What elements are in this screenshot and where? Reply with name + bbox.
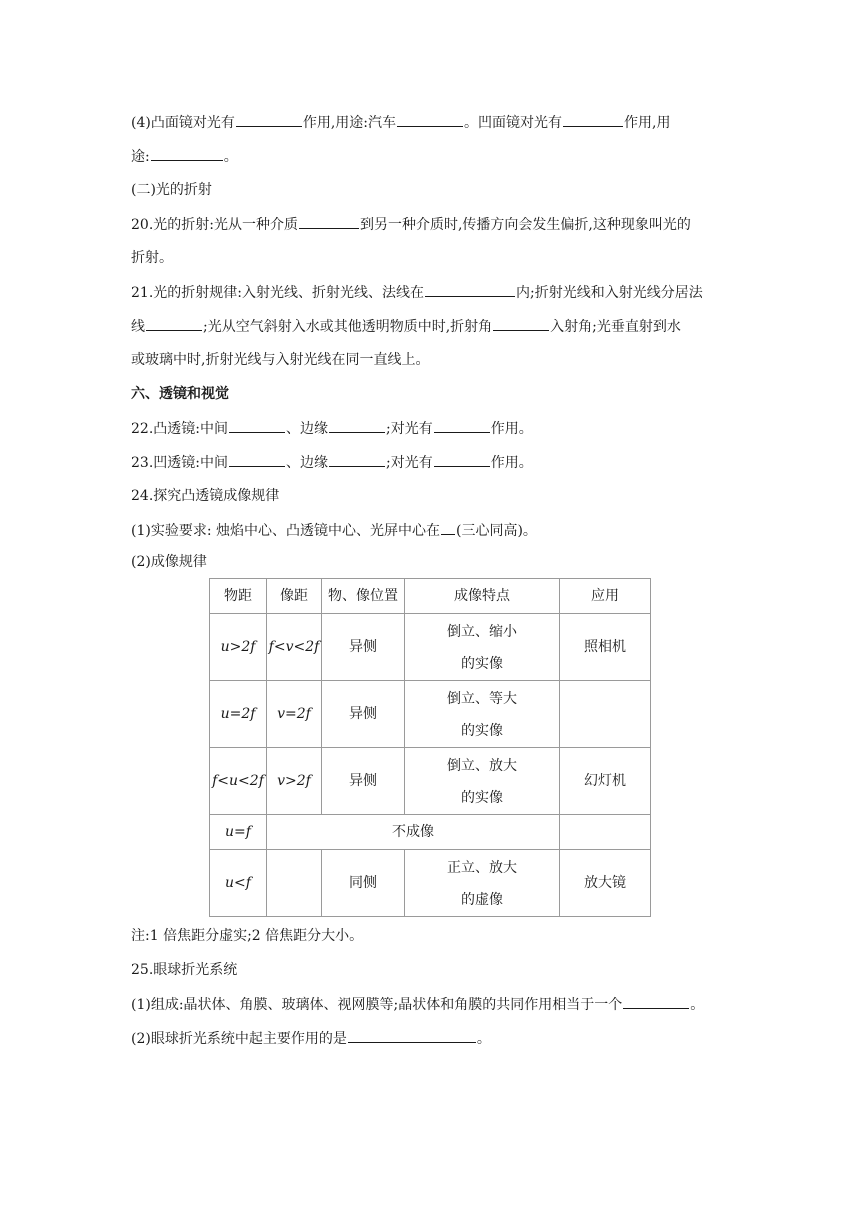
table-row bbox=[210, 681, 651, 748]
text: 途: bbox=[131, 149, 150, 165]
text: 。 bbox=[476, 1031, 491, 1047]
text: 21.光的折射规律:入射光线、折射光线、法线在 bbox=[131, 285, 424, 301]
feature-line: 的实像 bbox=[461, 790, 503, 806]
text: 。 bbox=[223, 149, 238, 165]
text: (三心同高)。 bbox=[456, 523, 537, 539]
text: 作用。 bbox=[490, 421, 533, 437]
cell-u: u=f bbox=[210, 815, 267, 850]
text: 线 bbox=[131, 319, 145, 335]
item-24-2: (2)成像规律 bbox=[131, 554, 207, 570]
feature-line: 倒立、等大 bbox=[447, 691, 517, 707]
cell-features bbox=[405, 614, 560, 681]
text: (1)实验要求: 烛焰中心、凸透镜中心、光屏中心在 bbox=[131, 523, 440, 539]
text: 、边缘 bbox=[285, 421, 328, 437]
text: 作用。 bbox=[490, 455, 533, 471]
cell-application: 照相机 bbox=[560, 614, 651, 681]
item-24: 24.探究凸透镜成像规律 bbox=[131, 488, 280, 504]
item-24-1 bbox=[131, 520, 537, 541]
fill-blank[interactable] bbox=[146, 316, 202, 331]
text: 内;折射光线和入射光线分居法 bbox=[515, 285, 703, 301]
cell-application bbox=[560, 681, 651, 748]
item-25: 25.眼球折光系统 bbox=[131, 962, 238, 978]
item-20-cont: 折射。 bbox=[131, 250, 173, 266]
text: (4)凸面镜对光有 bbox=[131, 115, 235, 131]
fill-blank[interactable] bbox=[434, 418, 490, 433]
fill-blank[interactable] bbox=[441, 520, 455, 535]
table-note: 注:1 倍焦距分虚实;2 倍焦距分大小。 bbox=[131, 928, 364, 944]
fill-blank[interactable] bbox=[236, 112, 302, 127]
imaging-rules-table bbox=[209, 578, 651, 917]
table-row bbox=[210, 748, 651, 815]
item-22 bbox=[131, 418, 533, 439]
header-features: 成像特点 bbox=[405, 579, 560, 614]
item-23 bbox=[131, 452, 533, 473]
item-convex-mirror bbox=[131, 112, 670, 133]
feature-line: 正立、放大 bbox=[447, 860, 517, 876]
cell-features bbox=[405, 681, 560, 748]
item-21-cont bbox=[131, 316, 681, 337]
text: ;对光有 bbox=[385, 455, 433, 471]
cell-application: 放大镜 bbox=[560, 850, 651, 917]
fill-blank[interactable] bbox=[229, 452, 285, 467]
cell-v: v>2f bbox=[267, 748, 322, 815]
feature-line: 倒立、缩小 bbox=[447, 624, 517, 640]
item-convex-mirror-cont bbox=[131, 146, 238, 167]
table-row bbox=[210, 850, 651, 917]
cell-features bbox=[405, 850, 560, 917]
text: 、边缘 bbox=[285, 455, 328, 471]
fill-blank[interactable] bbox=[329, 418, 385, 433]
item-25-2 bbox=[131, 1028, 491, 1049]
text: 到另一种介质时,传播方向会发生偏折,这种现象叫光的 bbox=[359, 217, 691, 233]
table-header-row bbox=[210, 579, 651, 614]
text: 23.凹透镜:中间 bbox=[131, 455, 228, 471]
header-application: 应用 bbox=[560, 579, 651, 614]
cell-u: u=2f bbox=[210, 681, 267, 748]
fill-blank[interactable] bbox=[434, 452, 490, 467]
text: 20.光的折射:光从一种介质 bbox=[131, 217, 298, 233]
cell-merged: 不成像 bbox=[267, 815, 560, 850]
cell-position: 异侧 bbox=[322, 614, 405, 681]
text: (1)组成:晶状体、角膜、玻璃体、视网膜等;晶状体和角膜的共同作用相当于一个 bbox=[131, 997, 623, 1013]
section-lenses: 六、透镜和视觉 bbox=[131, 386, 229, 402]
cell-position: 异侧 bbox=[322, 748, 405, 815]
section-refraction: (二)光的折射 bbox=[131, 182, 212, 198]
fill-blank[interactable] bbox=[299, 214, 359, 229]
cell-position: 异侧 bbox=[322, 681, 405, 748]
feature-line: 的实像 bbox=[461, 656, 503, 672]
text: 作用,用 bbox=[624, 115, 671, 131]
fill-blank[interactable] bbox=[397, 112, 463, 127]
text: 入射角;光垂直射到水 bbox=[550, 319, 681, 335]
cell-application: 幻灯机 bbox=[560, 748, 651, 815]
fill-blank[interactable] bbox=[348, 1028, 476, 1043]
header-object-distance: 物距 bbox=[210, 579, 267, 614]
table-row bbox=[210, 815, 651, 850]
cell-application bbox=[560, 815, 651, 850]
cell-u: f<u<2f bbox=[210, 748, 267, 815]
item-21 bbox=[131, 282, 703, 303]
fill-blank[interactable] bbox=[229, 418, 285, 433]
fill-blank[interactable] bbox=[329, 452, 385, 467]
text: 。 bbox=[690, 997, 705, 1013]
header-position: 物、像位置 bbox=[322, 579, 405, 614]
cell-u: u>2f bbox=[210, 614, 267, 681]
text: 作用,用途:汽车 bbox=[302, 115, 397, 131]
item-21-cont2: 或玻璃中时,折射光线与入射光线在同一直线上。 bbox=[131, 352, 430, 368]
cell-v: f<v<2f bbox=[267, 614, 322, 681]
feature-line: 的实像 bbox=[461, 723, 503, 739]
fill-blank[interactable] bbox=[623, 994, 689, 1009]
cell-v: v=2f bbox=[267, 681, 322, 748]
feature-line: 倒立、放大 bbox=[447, 758, 517, 774]
cell-u: u<f bbox=[210, 850, 267, 917]
item-25-1 bbox=[131, 994, 704, 1015]
text: ;光从空气斜射入水或其他透明物质中时,折射角 bbox=[203, 319, 493, 335]
text: 22.凸透镜:中间 bbox=[131, 421, 228, 437]
cell-position: 同侧 bbox=[322, 850, 405, 917]
fill-blank[interactable] bbox=[563, 112, 623, 127]
cell-features bbox=[405, 748, 560, 815]
fill-blank[interactable] bbox=[425, 282, 515, 297]
feature-line: 的虚像 bbox=[461, 892, 503, 908]
item-20 bbox=[131, 214, 691, 235]
table-row bbox=[210, 614, 651, 681]
fill-blank[interactable] bbox=[493, 316, 549, 331]
text: ;对光有 bbox=[385, 421, 433, 437]
cell-v bbox=[267, 850, 322, 917]
text: 。凹面镜对光有 bbox=[464, 115, 563, 131]
text: (2)眼球折光系统中起主要作用的是 bbox=[131, 1031, 347, 1047]
header-image-distance: 像距 bbox=[267, 579, 322, 614]
fill-blank[interactable] bbox=[151, 146, 223, 161]
